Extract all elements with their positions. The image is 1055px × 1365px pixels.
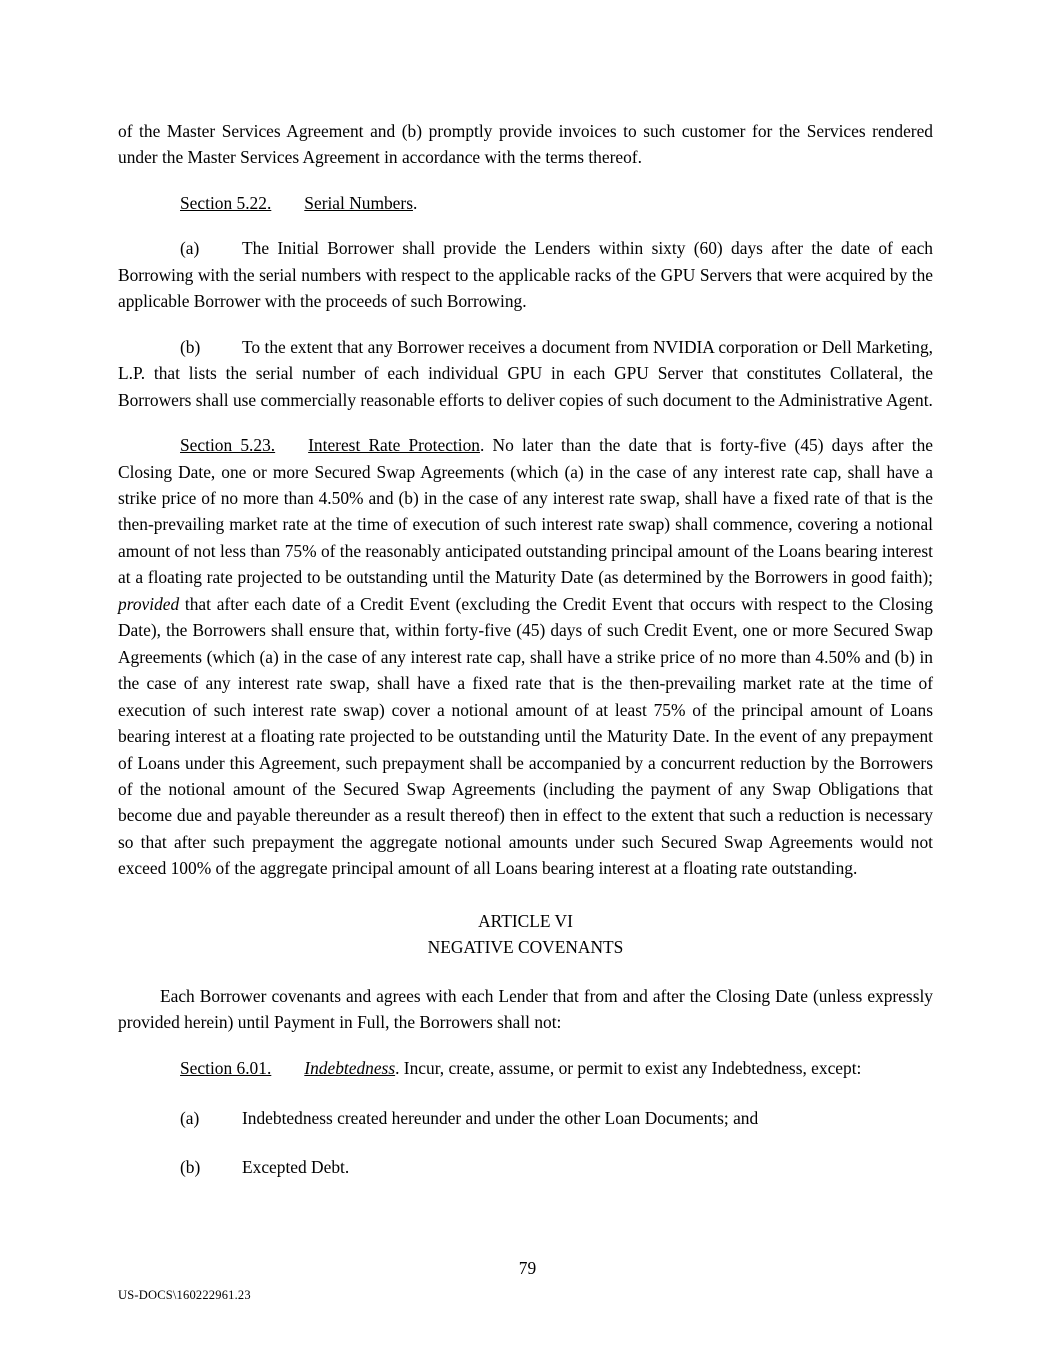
clause-a-label: (a) — [180, 1108, 200, 1129]
clause-b-label: (b) — [180, 336, 201, 357]
section-5-23-paragraph — [118, 432, 933, 882]
clause-b-label: (b) — [180, 1156, 201, 1177]
footer-document-id: US-DOCS\160222961.23 — [118, 1288, 251, 1302]
section-5-23-title: Interest Rate Protection — [308, 435, 480, 456]
section-6-01-clause-a — [118, 1105, 933, 1131]
section-5-22-clause-b — [118, 334, 933, 413]
article-heading-block — [118, 908, 933, 961]
clause-a-text: The Initial Borrower shall provide the Lenders within sixty (60) days after the date of each Borrowing with the serial numbers with respect to the applicable racks of the GPU Servers that were acquired by the applicable Borrower with the proceeds of such Borrowing. — [118, 238, 933, 312]
clause-a-text: Indebtedness created hereunder and under the other Loan Documents; and — [242, 1108, 759, 1129]
section-6-01-number: Section 6.01. — [180, 1057, 272, 1078]
clause-b-text: Excepted Debt. — [242, 1156, 350, 1177]
section-5-22-title-period: . — [412, 192, 418, 213]
section-6-01-text: . Incur, create, assume, or permit to exist any Indebtedness, except: — [395, 1057, 862, 1078]
covenant-intro-paragraph: Each Borrower covenants and agrees with each Lender that from and after the Closing Date (unless expressly provided herein) until Payment in Full, the Borrowers shall not: — [118, 985, 933, 1033]
section-5-23-text-1: . No later than the date that is forty-five (45) days after the Closing Date, one or more Secured Swap Agreements (which (a) in the case of any interest rate cap, shall have a strike price of no more than 4.50% and (b) in the case of any interest rate swap, shall have a fixed rate of that is the then-prevailing market rate at the time of execution of such interest rate swap) shall commence, covering a notional amount of not less than 75% of the reasonably anticipated outstanding principal amount of the Loans bearing interest at a floating rate projected to be outstanding until the Maturity Date (as determined by the Borrowers in good faith); — [118, 435, 933, 588]
section-6-01-title: Indebtedness — [304, 1057, 396, 1078]
section-5-23-text-2: that after each date of a Credit Event (excluding the Credit Event that occurs with respect to the Closing Date), the Borrowers shall ensure that, within forty-five (45) days of such Credit Event, one or more Secured Swap Agreements (which (a) in the case of any interest rate cap, shall have a strike price of no more than 4.50% and (b) in the case of any interest rate swap, shall have a fixed rate that is the then-prevailing market rate at the time of execution of such interest rate swap) cover a notional amount of at least 75% of the principal amount of Loans bearing interest at a floating rate projected to be outstanding until the Maturity Date. In the event of any prepayment of Loans under this Agreement, such prepayment shall be accompanied by a concurrent reduction by the Borrowers of the notional amount of the Secured Swap Agreements (including the payment of any Swap Obligations that become due and payable thereunder as a result thereof) then in effect to the extent that such a reduction is necessary so that after such prepayment the aggregate notional amounts under such Secured Swap Agreements would not exceed 100% of the aggregate principal amount of all Loans bearing interest at a floating rate outstanding. — [118, 593, 933, 879]
clause-a-label: (a) — [180, 238, 200, 259]
section-5-22-clause-a — [118, 235, 933, 314]
section-5-22-heading — [118, 190, 933, 216]
document-body — [118, 118, 933, 1199]
article-title: NEGATIVE COVENANTS — [427, 937, 624, 958]
section-5-22-title: Serial Numbers — [304, 192, 413, 213]
section-5-23-provided: provided — [118, 593, 180, 614]
paragraph-continued: of the Master Services Agreement and (b) promptly provide invoices to such customer for the Services rendered under the Master Services Agreement in accordance with the terms thereof. — [118, 121, 933, 168]
page-number: 79 — [518, 1258, 537, 1278]
section-5-23-number: Section 5.23. — [180, 435, 276, 456]
clause-b-text: To the extent that any Borrower receives a document from NVIDIA corporation or Dell Marketing, L.P. that lists the serial number of each individual GPU in each GPU Server that constitutes Collateral, the Borrowers shall use commercially reasonable efforts to deliver copies of such document to the Administrative Agent. — [118, 336, 933, 410]
section-6-01-paragraph — [118, 1055, 933, 1081]
article-number: ARTICLE VI — [478, 910, 573, 931]
section-6-01-clause-b — [118, 1154, 933, 1180]
section-5-22-number: Section 5.22. — [180, 192, 272, 213]
